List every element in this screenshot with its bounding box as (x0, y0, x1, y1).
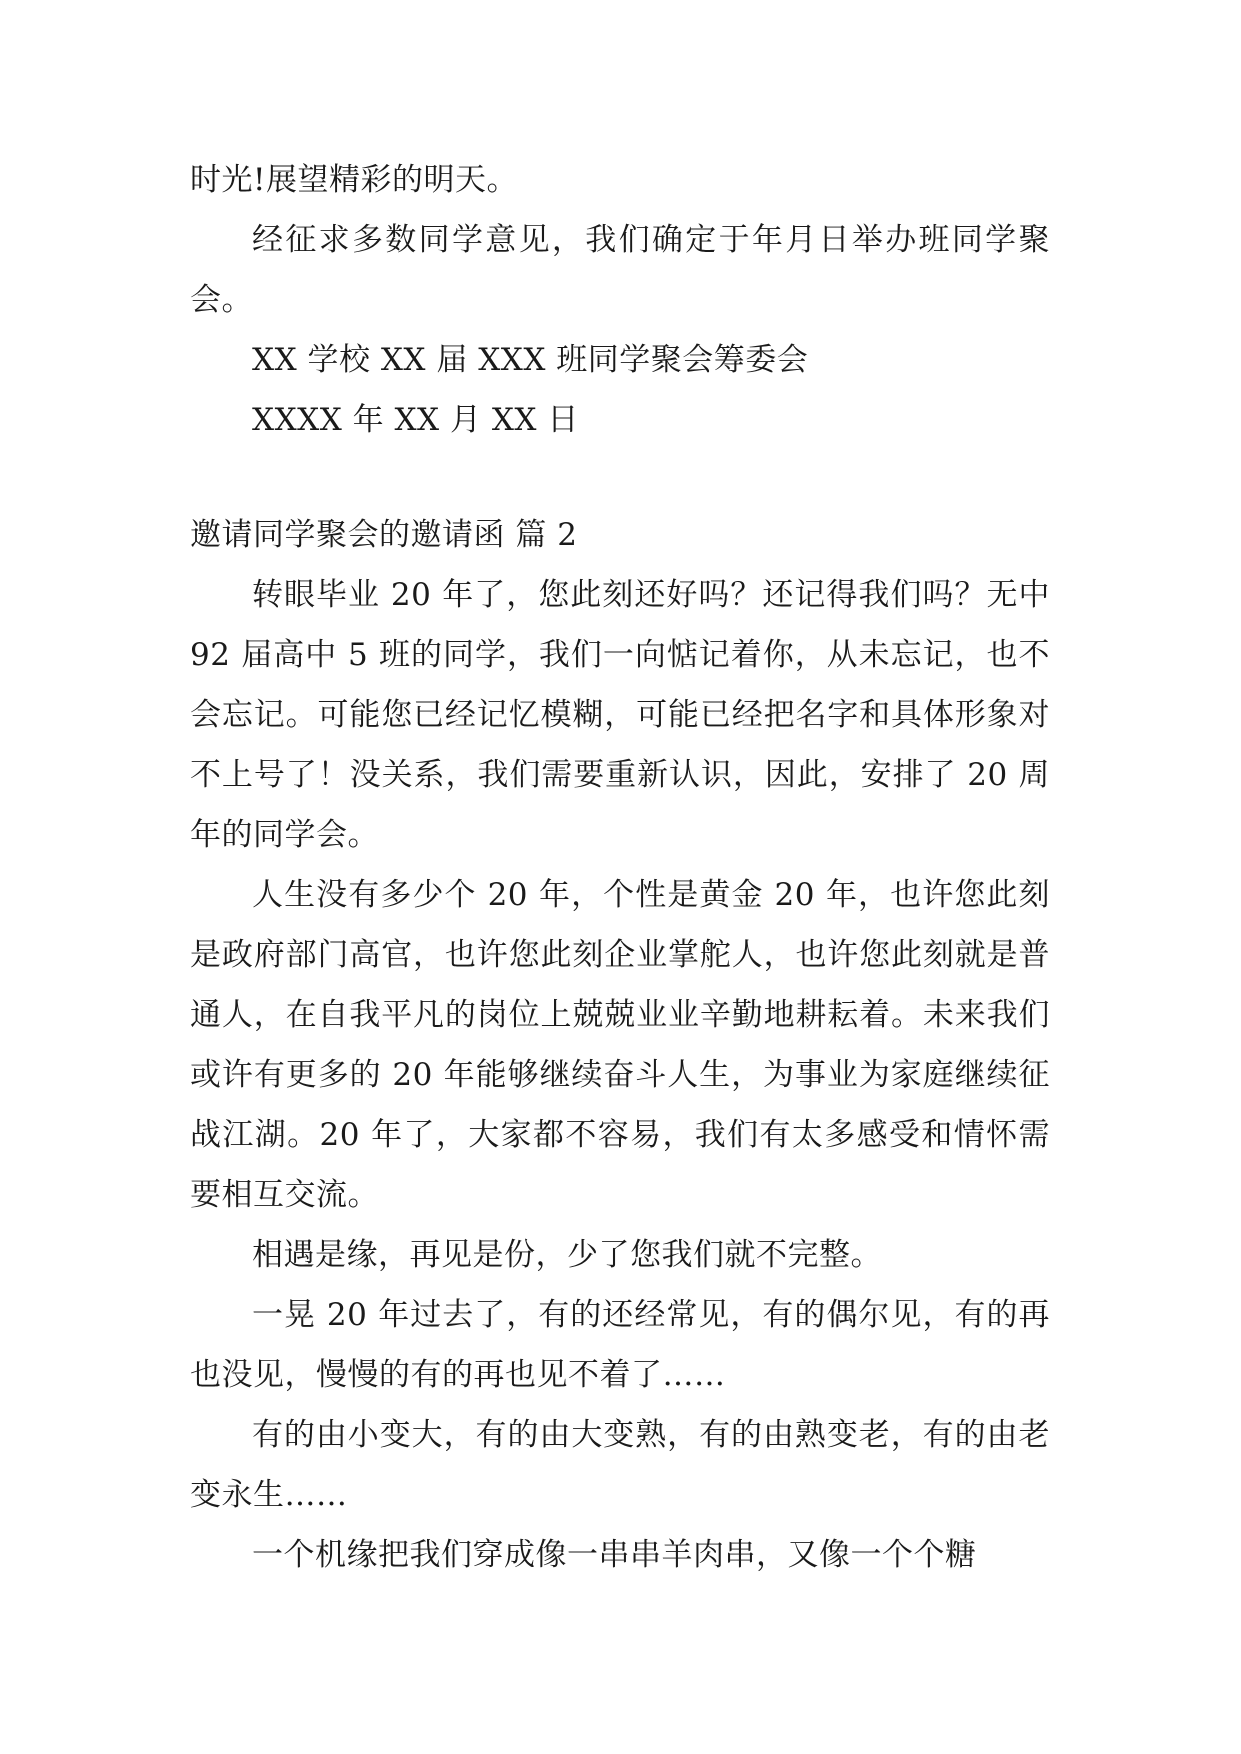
notice-paragraph: 经征求多数同学意见，我们确定于年月日举办班同学聚会。 (190, 222, 1050, 318)
section-title: 邀请同学聚会的邀请函 篇 2 (190, 517, 578, 553)
body-paragraph: 一个机缘把我们穿成像一串串羊肉串，又像一个个糖 (252, 1537, 977, 1573)
body-paragraph: 一晃 20 年过去了，有的还经常见，有的偶尔见，有的再也没见，慢慢的有的再也见不着了…… (190, 1297, 1050, 1393)
body-paragraph: 转眼毕业 20 年了，您此刻还好吗？还记得我们吗？无中 92 届高中 5 班的同学，我们一向惦记着你，从未忘记，也不会忘记。可能您已经记忆模糊，可能已经把名字和具体形象对不上号了！没关系，我们需要重新认识，因此，安排了 20 周年的同学会。 (190, 577, 1050, 853)
continuation-line: 时光!展望精彩的明天。 (190, 162, 518, 198)
signature-date: XXXX 年 XX 月 XX 日 (252, 402, 579, 438)
section-spacer (190, 450, 1050, 505)
document-page (190, 150, 1050, 1585)
signature-organization: XX 学校 XX 届 XXX 班同学聚会筹委会 (252, 342, 809, 378)
body-paragraph: 相遇是缘，再见是份，少了您我们就不完整。 (252, 1237, 882, 1273)
body-paragraph: 人生没有多少个 20 年，个性是黄金 20 年，也许您此刻是政府部门高官，也许您此刻企业掌舵人，也许您此刻就是普通人，在自我平凡的岗位上兢兢业业辛勤地耕耘着。未来我们或许有更多的 20 年能够继续奋斗人生，为事业为家庭继续征战江湖。20 年了，大家都不容易，我们有太多感受和情怀需要相互交流。 (190, 877, 1050, 1213)
body-paragraph: 有的由小变大，有的由大变熟，有的由熟变老，有的由老变永生…… (190, 1417, 1050, 1513)
